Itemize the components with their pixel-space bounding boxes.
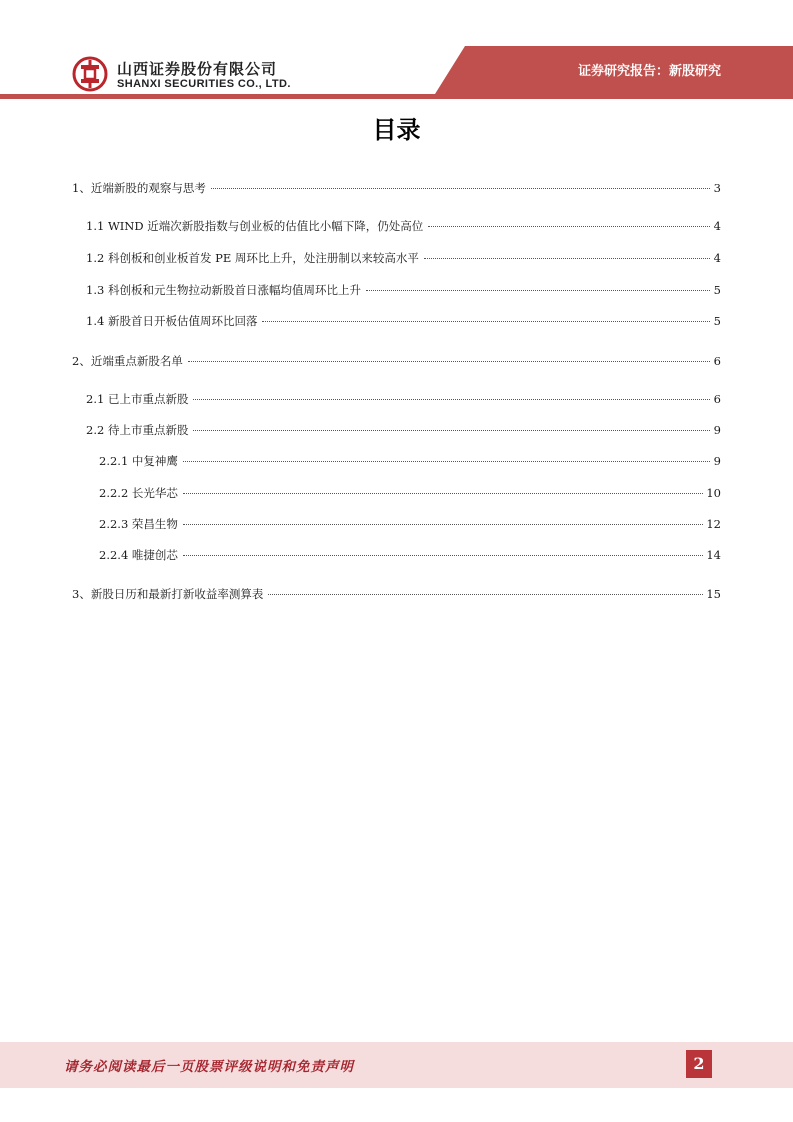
toc-entry[interactable] [86,313,721,331]
page-header [0,0,793,100]
page-number-badge: 2 [686,1050,712,1078]
toc-entry-label: 1.4 新股首日开板估值周环比回落 [86,314,258,328]
toc-entry-label: 2.1 已上市重点新股 [86,392,189,406]
toc-entry[interactable] [72,353,721,371]
toc-entry-label: 1.1 WIND 近端次新股指数与创业板的估值比小幅下降，仍处高位 [86,219,424,233]
toc-entry[interactable] [72,586,721,604]
toc-entry[interactable] [72,180,721,198]
toc-entry[interactable] [99,516,721,534]
toc-entry-page: 15 [706,587,721,601]
toc-entry-page: 9 [713,423,721,437]
toc-leader-dots [193,399,710,400]
toc-leader-dots [428,226,710,227]
toc-entry-page: 4 [713,219,721,233]
toc-entry-label: 2.2 待上市重点新股 [86,423,189,437]
toc-leader-dots [268,594,703,595]
toc-entry[interactable] [86,422,721,440]
toc-entry-label: 2、近端重点新股名单 [72,354,183,368]
toc-entry-label: 2.2.1 中复神鹰 [99,454,178,468]
toc-entry-page: 9 [713,454,721,468]
company-name-en: SHANXI SECURITIES CO., LTD. [117,78,291,90]
toc-leader-dots [183,555,703,556]
toc-entry-page: 3 [713,181,721,195]
toc-leader-dots [183,524,703,525]
company-name-cn: 山西证券股份有限公司 [117,60,278,78]
toc-entry[interactable] [99,453,721,471]
company-logo-icon [72,56,108,92]
toc-entry[interactable] [86,282,721,300]
toc-entry-page: 12 [706,517,721,531]
toc-entry-label: 1、近端新股的观察与思考 [72,181,206,195]
toc-entry-page: 5 [713,283,721,297]
toc-entry-label: 2.2.4 唯捷创芯 [99,548,178,562]
toc-entry-page: 4 [713,251,721,265]
report-type: 证券研究报告：新股研究 [577,64,721,79]
toc-entry[interactable] [86,218,721,236]
toc-entry[interactable] [86,391,721,409]
disclaimer-notice: 请务必阅读最后一页股票评级说明和免责声明 [64,1059,354,1075]
toc-entry-page: 10 [706,486,721,500]
toc-entry-page: 14 [706,548,721,562]
toc-entry-label: 2.2.2 长光华芯 [99,486,178,500]
page-footer [0,1042,793,1088]
toc-leader-dots [211,188,710,189]
toc-entry[interactable] [99,485,721,503]
toc-entry-label: 1.2 科创板和创业板首发 PE 周环比上升，处注册制以来较高水平 [86,251,419,265]
toc-leader-dots [262,321,710,322]
toc-entry-label: 2.2.3 荣昌生物 [99,517,178,531]
toc-leader-dots [193,430,710,431]
toc-entry[interactable] [99,547,721,565]
toc-leader-dots [366,290,710,291]
toc-entry-page: 6 [713,354,721,368]
toc-entry-label: 3、新股日历和最新打新收益率测算表 [72,587,264,601]
toc-leader-dots [424,258,710,259]
toc-leader-dots [183,461,710,462]
toc-entry-label: 1.3 科创板和元生物拉动新股首日涨幅均值周环比上升 [86,283,361,297]
page-title: 目录 [372,116,421,144]
toc-leader-dots [183,493,703,494]
toc-leader-dots [188,361,710,362]
toc-entry-page: 6 [713,392,721,406]
toc-entry[interactable] [86,250,721,268]
toc-entry-page: 5 [713,314,721,328]
